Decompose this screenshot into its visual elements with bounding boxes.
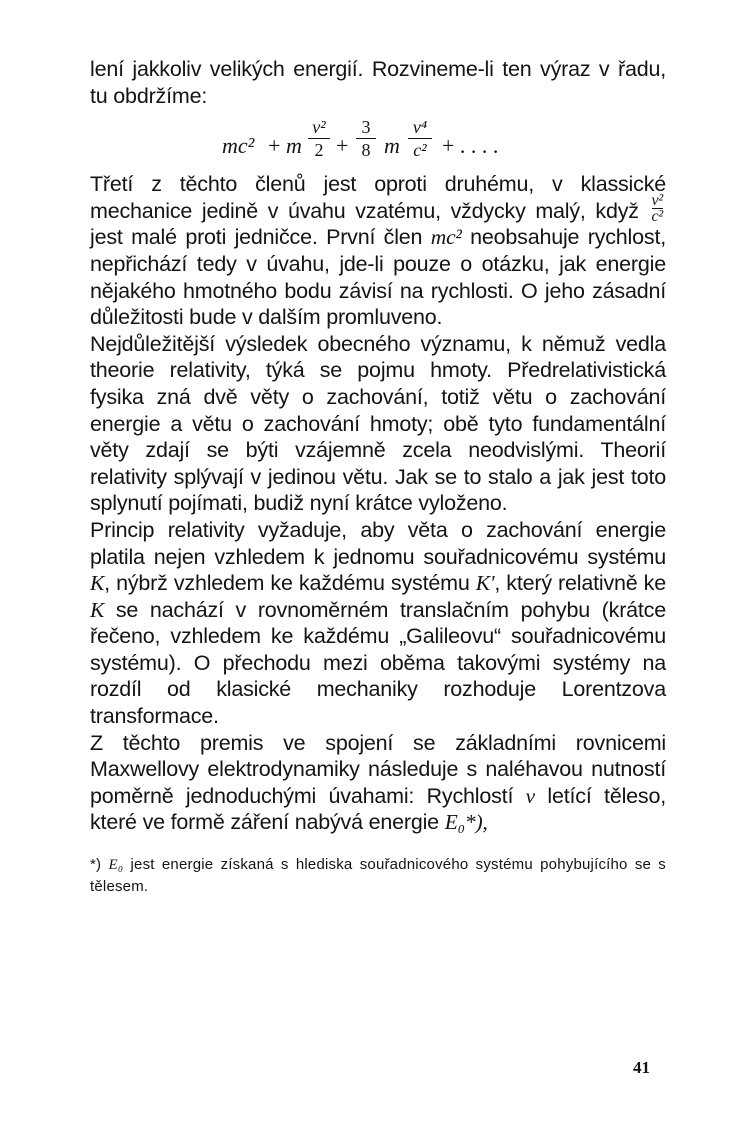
formula-m-2: m bbox=[384, 133, 400, 159]
formula-frac-3-num: v⁴ bbox=[412, 117, 428, 138]
inline-frac-num: v² bbox=[651, 191, 664, 209]
paragraph-4-part-d: se nachází v rovnoměrném translačním pohybu (krátce řečeno, vzhledem ke každému „Galileovu“ souřadnicovému systému). O přechodu mezi oběma takovými systémy na rozdíl od klasické mechaniky rozhoduje Lorentzova transformace. bbox=[90, 597, 666, 729]
paragraph-1: lení jakkoliv velikých energií. Rozvineme-li ten výraz v řadu, tu obdržíme: bbox=[90, 57, 666, 108]
velocity-v: v bbox=[525, 783, 535, 808]
formula-plus-1: + bbox=[268, 133, 281, 159]
paragraph-3: Nejdůležitější výsledek obecného významu, k němuž vedla theorie relativity, týká se pojmu hmoty. Předrelativistická fysika zná dvě věty o zachování, totiž větu o zachování energie a větu o zachování hmoty; obě tyto fundamentální věty zdají se býti vzájemně zcela neodvislými. Theorií relativity splývají v jedinou větu. Jak se to stalo a jak jest toto splynutí pojímati, budiž nyní krátce vyloženo. bbox=[90, 331, 666, 516]
paragraph-4-part-b: , nýbrž vzhledem ke každému systému bbox=[104, 571, 470, 596]
paragraph-2-part-b: jest malé proti jedničce. První člen bbox=[90, 225, 423, 250]
paragraph-5-part-a: Z těchto premis ve spojení se základními rovnicemi Maxwellovy elektrodynamiky následuje s naléhavou nutností poměrně jednoduchými úvahami: Rychlostí bbox=[90, 730, 666, 808]
paragraph-2-part-c: neobsahuje rychlost, nepřichází tedy v úvahu, jde-li pouze o otázku, jak energie nějakého hmotného bodu závisí na rychlosti. O jeho zásadní důležitosti bude v dalším promluveno. bbox=[90, 225, 666, 330]
system-K: K bbox=[90, 571, 105, 596]
formula-frac-2 bbox=[356, 117, 376, 160]
paragraph-5 bbox=[90, 730, 666, 836]
formula-frac-3-den: c² bbox=[413, 140, 427, 161]
paragraph-2-part-a: Třetí z těchto členů jest oproti druhému, v klassické mechanice jedině v úvahu vzatému, vždycky malý, když bbox=[90, 172, 666, 223]
formula-frac-1 bbox=[308, 117, 330, 160]
mc2-term: mc² bbox=[430, 225, 462, 250]
system-K-prime: K' bbox=[475, 571, 495, 596]
footnote-E0: E₀ bbox=[108, 857, 124, 874]
paragraph-2 bbox=[90, 171, 666, 331]
fraction-bar bbox=[308, 138, 330, 139]
formula-term-1: mc² bbox=[222, 133, 255, 159]
paragraph-4-part-c: , který relativně ke bbox=[494, 571, 666, 596]
paragraph-5-part-b: letící těleso, které ve formě záření nabývá energie bbox=[90, 783, 666, 835]
footnote-text: jest energie získaná s hlediska souřadnicového systému pohybujícího se s tělesem. bbox=[90, 856, 667, 896]
energy-E0: E₀*), bbox=[444, 810, 488, 835]
formula-tail: + . . . . bbox=[442, 133, 499, 159]
inline-fraction-v2-c2 bbox=[652, 193, 664, 224]
fraction-bar bbox=[356, 138, 376, 139]
system-K-ref: K bbox=[90, 597, 105, 622]
formula-frac-2-num: 3 bbox=[361, 117, 371, 138]
paragraph-4-part-a: Princip relativity vyžaduje, aby věta o zachování energie platila nejen vzhledem k jednomu souřadnicovému systému bbox=[90, 517, 666, 569]
formula-frac-1-num: v² bbox=[312, 117, 326, 138]
paragraph-4 bbox=[90, 517, 666, 730]
series-formula bbox=[90, 113, 666, 171]
fraction-bar bbox=[408, 138, 432, 139]
formula-plus-2: + bbox=[336, 133, 349, 159]
page-number: 41 bbox=[633, 1058, 650, 1077]
inline-frac-den: c² bbox=[651, 207, 664, 225]
footnote bbox=[90, 854, 666, 898]
formula-frac-3 bbox=[408, 117, 432, 160]
formula-frac-2-den: 8 bbox=[361, 140, 371, 161]
formula-frac-1-den: 2 bbox=[314, 140, 324, 161]
page-body bbox=[90, 56, 666, 913]
footnote-mark: *) bbox=[90, 856, 102, 874]
formula-m-1: m bbox=[286, 133, 302, 159]
